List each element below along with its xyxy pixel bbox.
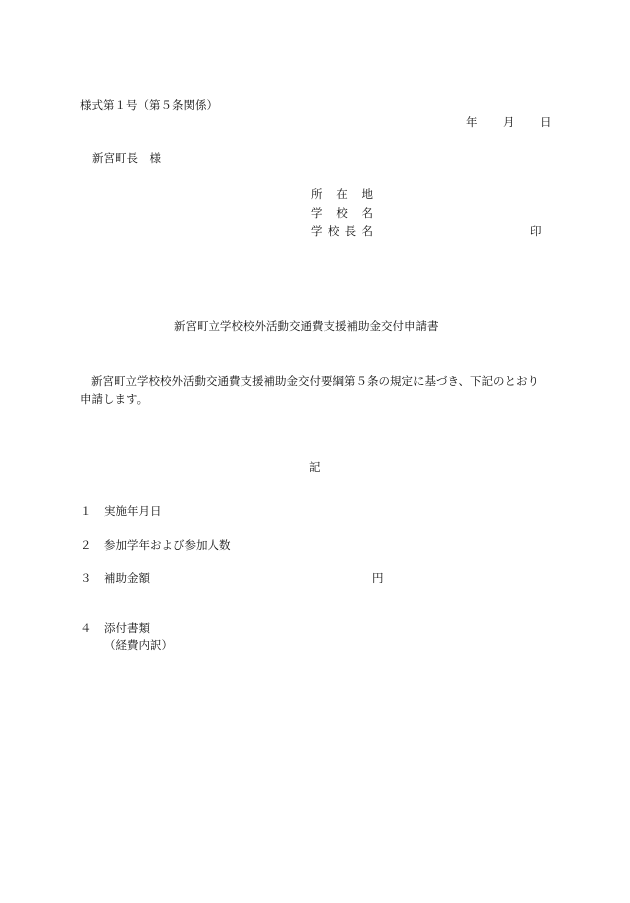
form-number: 様式第１号（第５条関係） (80, 98, 218, 112)
addressee: 新宮町長 様 (92, 151, 161, 165)
item-1-number: １ (80, 504, 92, 518)
item-3-unit: 円 (372, 571, 384, 585)
date-year: 年 (466, 115, 478, 129)
item-3-number: ３ (80, 571, 92, 585)
item-4-number: ４ (80, 621, 92, 635)
seal-mark: 印 (530, 224, 542, 238)
ki-heading: 記 (309, 460, 321, 474)
applicant-principal-label: 学校長名 (311, 224, 373, 238)
item-4-label: 添付書類 (104, 621, 150, 635)
item-1-label: 実施年月日 (104, 504, 162, 518)
date-day: 日 (540, 115, 552, 129)
item-1 (80, 503, 162, 519)
body-paragraph: 新宮町立学校校外活動交通費支援補助金交付要綱第５条の規定に基づき、下記のとおり申請します。 (80, 374, 540, 406)
document-title: 新宮町立学校校外活動交通費支援補助金交付申請書 (174, 319, 439, 333)
item-3 (80, 570, 150, 586)
item-3-label: 補助金額 (104, 571, 150, 585)
item-4-sub: （経費内訳） (104, 638, 173, 652)
item-2-label: 参加学年および参加人数 (104, 538, 231, 552)
item-2 (80, 537, 231, 553)
item-2-number: ２ (80, 538, 92, 552)
applicant-address-label: 所在地 (311, 187, 373, 201)
date-month: 月 (503, 115, 515, 129)
item-4 (80, 620, 150, 636)
applicant-school-label: 学校名 (311, 206, 373, 220)
